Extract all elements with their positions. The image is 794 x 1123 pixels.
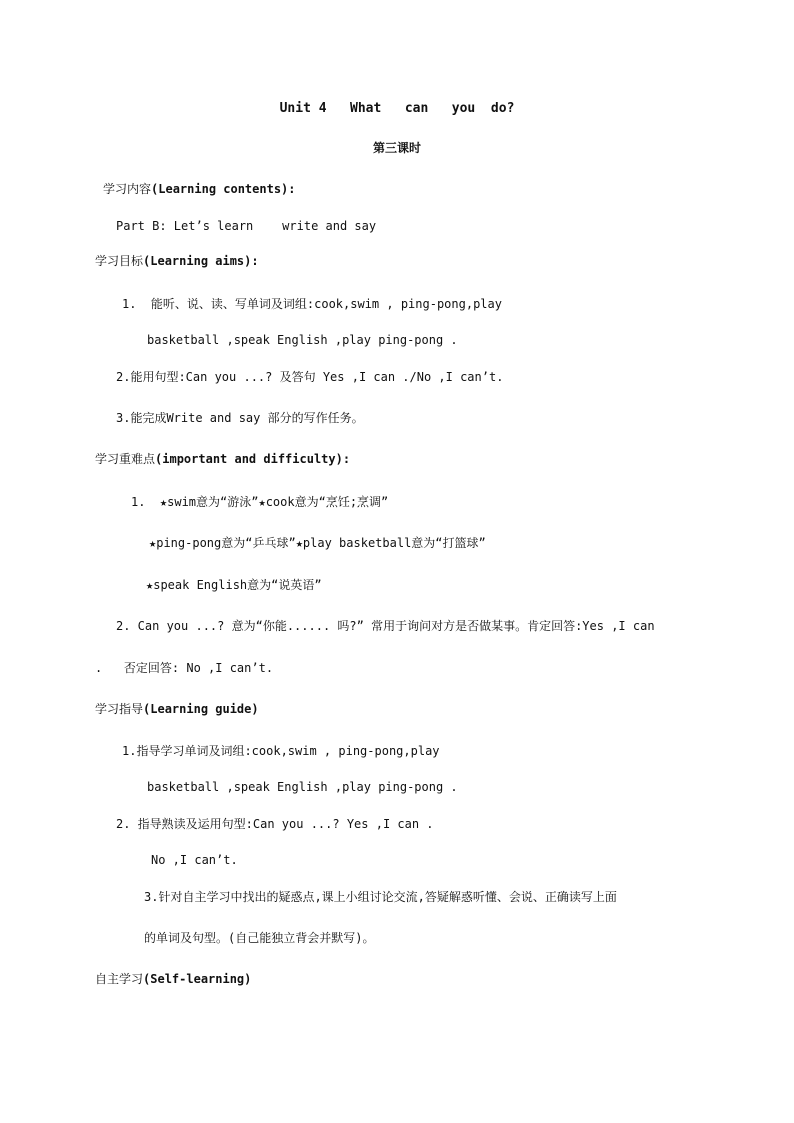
guide-item-1b: basketball ,speak English ,play ping-pong . xyxy=(147,780,458,794)
difficulty-heading xyxy=(95,451,350,467)
aims-heading-cn: 学习目标 xyxy=(95,254,144,268)
aims-item-1b: basketball ,speak English ,play ping-pong . xyxy=(147,333,458,347)
self-heading-en: (Self-learning) xyxy=(143,972,252,986)
aims-heading-en: (Learning aims): xyxy=(143,254,259,268)
aims-item-1a: 1. 能听、说、读、写单词及词组:cook,swim , ping-pong,play xyxy=(122,297,502,311)
aims-heading xyxy=(95,253,259,269)
contents-heading xyxy=(103,181,296,197)
self-heading-cn: 自主学习 xyxy=(95,972,144,986)
guide-item-1a: 1.指导学习单词及词组:cook,swim , ping-pong,play xyxy=(122,744,440,758)
lesson-label: 第三课时 xyxy=(372,141,421,155)
guide-heading xyxy=(95,701,259,717)
guide-item-3a: 3.针对自主学习中找出的疑惑点,课上小组讨论交流,答疑解惑听懂、会说、正确读写上面 xyxy=(144,890,617,904)
difficulty-item-1a: 1. ★swim意为“游泳”★cook意为“烹饪;烹调” xyxy=(131,495,389,509)
contents-heading-cn: 学习内容 xyxy=(103,182,152,196)
guide-item-2a: 2. 指导熟读及运用句型:Can you ...? Yes ,I can . xyxy=(116,817,434,831)
guide-item-3b: 的单词及句型。(自己能独立背会并默写)。 xyxy=(144,931,375,945)
contents-heading-en: (Learning contents): xyxy=(151,182,296,196)
difficulty-heading-cn: 学习重难点 xyxy=(95,452,156,466)
aims-item-2: 2.能用句型:Can you ...? 及答句 Yes ,I can ./No ,I can’t. xyxy=(116,370,504,384)
difficulty-heading-en: (important and difficulty): xyxy=(155,452,351,466)
self-heading xyxy=(95,971,251,987)
guide-heading-en: (Learning guide) xyxy=(143,702,259,716)
difficulty-item-1b: ★ping-pong意为“乒乓球”★play basketball意为“打篮球” xyxy=(149,536,486,550)
difficulty-item-2b: . 否定回答: No ,I can’t. xyxy=(95,661,274,675)
aims-item-3: 3.能完成Write and say 部分的写作任务。 xyxy=(116,411,364,425)
difficulty-item-2a: 2. Can you ...? 意为“你能...... 吗?” 常用于询问对方是否做某事。肯定回答:Yes ,I can xyxy=(116,619,655,633)
contents-line: Part B: Let’s learn write and say xyxy=(116,219,377,233)
guide-heading-cn: 学习指导 xyxy=(95,702,144,716)
unit-title: Unit 4 What can you do? xyxy=(279,101,515,116)
difficulty-item-1c: ★speak English意为“说英语” xyxy=(146,578,322,592)
guide-item-2b: No ,I can’t. xyxy=(151,853,238,867)
